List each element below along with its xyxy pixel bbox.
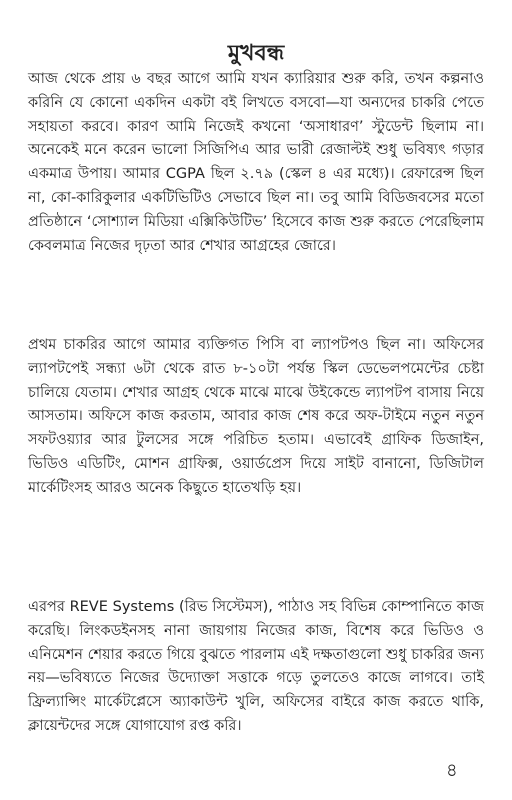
page-title: মুখবন্ধ [227,41,285,66]
paragraph-2: প্রথম চাকরির আগে আমার ব্যক্তিগত পিসি বা ল্যাপটপও ছিল না। অফিসের ল্যাপটপেই সন্ধ্যা ৬টা থেকে রাত ৮-১০টা পর্যন্ত স্কিল ডেভেলপমেন্টের চেষ্টা চালিয়ে যেতাম। শেখার আগ্রহ থেকে মাঝে মাঝে উইকেন্ডে ল্যাপটপ বাসায় নিয়ে আসতাম। অফিসে কাজ করতাম, আবার কাজ শেষ করে অফ-টাইমে নতুন নতুন সফটওয়্যার আর টুলসের সঙ্গে পরিচিত হতাম। এভাবেই গ্রাফিক ডিজাইন, ভিডিও এডিটিং, মোশন গ্রাফিক্স, ওয়ার্ডপ্রেস দিয়ে সাইট বানানো, ডিজিটাল মার্কেটিংসহ আরও অনেক কিছুতে হাতেখড়ি হয়। [28,337,484,496]
paragraph-3: এরপর REVE Systems (রিভ সিস্টেমস), পাঠাও সহ বিভিন্ন কোম্পানিতে কাজ করেছি। লিংকডইনসহ নানা জায়গায় নিজের কাজ, বিশেষ করে ভিডিও ও এনিমেশন শেয়ার করতে গিয়ে বুঝতে পারলাম এই দক্ষতাগুলো শুধু চাকরির জন্য নয়—ভবিষ্যতে নিজের উদ্যোক্তা সত্তাকে গড়ে তুলতেও কাজে লাগবে। তাই ফ্রিল্যান্সিং মার্কেটপ্লেসে অ্যাকাউন্ট খুলি, অফিসের বাইরে কাজ করতে থাকি, ক্লায়েন্টদের সঙ্গে যোগাযোগ রপ্ত করি। [28,599,484,734]
paragraph-1: আজ থেকে প্রায় ৬ বছর আগে আমি যখন ক্যারিয়ার শুরু করি, তখন কল্পনাও করিনি যে কোনো একদিন একটা বই লিখতে বসবো—যা অন্যদের চাকরি পেতে সহায়তা করবে। কারণ আমি নিজেই কখনো ‘অসাধারণ’ স্টুডেন্ট ছিলাম না। অনেকেই মনে করেন ভালো সিজিপিএ আর ভারী রেজাল্টই শুধু ভবিষ্যৎ গড়ার একমাত্র উপায়। আমার CGPA ছিল ২.৭৯ (স্কেল ৪ এর মধ্যে)। রেফারেন্স ছিল না, কো-কারিকুলার একটিভিটিও সেভাবে ছিল না। তবু আমি বিডিজবসের মতো প্রতিষ্ঠানে ‘সোশ্যাল মিডিয়া এক্সিকিউটিভ’ হিসেবে কাজ শুরু করতে পেরেছিলাম কেবলমাত্র নিজের দৃঢ়তা আর শেখার আগ্রহের জোরে। [28,71,484,254]
page-number: ৪ [446,760,458,781]
